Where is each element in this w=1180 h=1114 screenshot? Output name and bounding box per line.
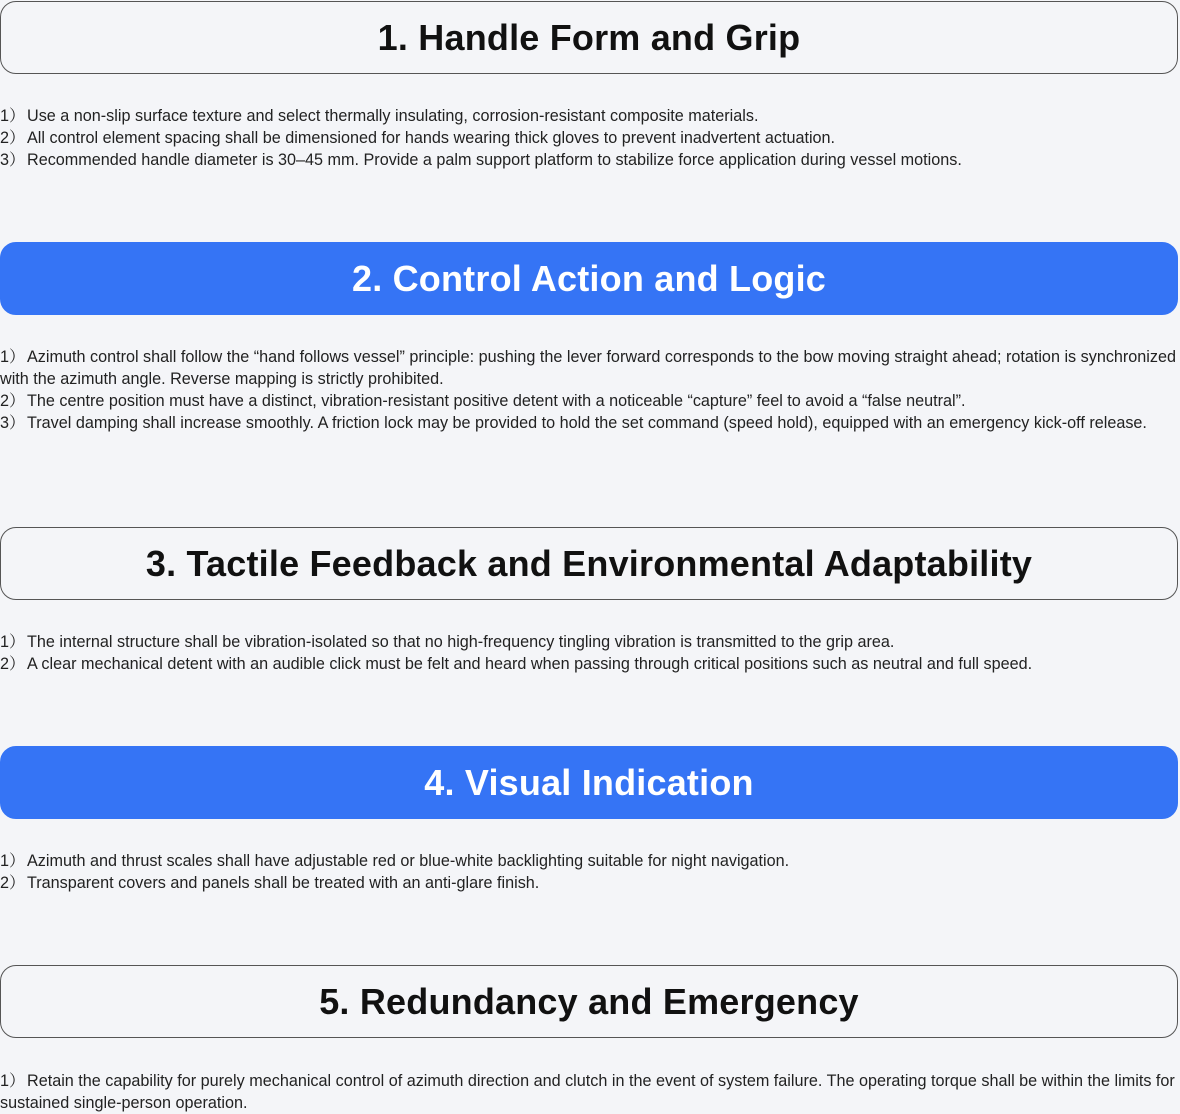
list-item — [0, 412, 1178, 434]
section-1-heading: 1. Handle Form and Grip — [0, 1, 1178, 74]
item-text: Recommended handle diameter is 30–45 mm. Provide a palm support platform to stabilize force application during vessel motions. — [27, 151, 962, 169]
list-item — [0, 653, 1178, 675]
item-number: 1） — [0, 348, 26, 366]
list-item — [0, 149, 1178, 171]
item-text: Use a non-slip surface texture and select thermally insulating, corrosion-resistant composite materials. — [27, 107, 759, 125]
item-number: 2） — [0, 655, 26, 673]
item-text: A clear mechanical detent with an audible click must be felt and heard when passing through critical positions such as neutral and full speed. — [27, 655, 1033, 673]
section-5-heading: 5. Redundancy and Emergency — [0, 965, 1178, 1038]
item-number: 2） — [0, 392, 26, 410]
item-text: The centre position must have a distinct, vibration-resistant positive detent with a noticeable “capture” feel to avoid a “false neutral”. — [27, 392, 966, 410]
item-number: 1） — [0, 107, 26, 125]
section-2-heading: 2. Control Action and Logic — [0, 242, 1178, 315]
list-item — [0, 872, 1178, 894]
item-number: 2） — [0, 129, 26, 147]
item-number: 1） — [0, 1072, 26, 1090]
item-number: 3） — [0, 414, 26, 432]
item-text: Travel damping shall increase smoothly. A friction lock may be provided to hold the set command (speed hold), equipped with an emergency kick-off release. — [27, 414, 1147, 432]
item-text: All control element spacing shall be dimensioned for hands wearing thick gloves to prevent inadvertent actuation. — [27, 129, 836, 147]
list-item — [0, 1070, 1178, 1114]
item-number: 2） — [0, 874, 26, 892]
item-text: Transparent covers and panels shall be treated with an anti-glare finish. — [27, 874, 540, 892]
list-item — [0, 105, 1178, 127]
section-3-heading: 3. Tactile Feedback and Environmental Adaptability — [0, 527, 1178, 600]
item-number: 3） — [0, 151, 26, 169]
list-item — [0, 127, 1178, 149]
section-4-heading: 4. Visual Indication — [0, 746, 1178, 819]
section-4-list — [0, 850, 1178, 894]
item-text: Azimuth and thrust scales shall have adjustable red or blue-white backlighting suitable for night navigation. — [27, 852, 790, 870]
item-text: The internal structure shall be vibration-isolated so that no high-frequency tingling vibration is transmitted to the grip area. — [27, 633, 895, 651]
item-text: Retain the capability for purely mechanical control of azimuth direction and clutch in the event of system failure. The operating torque shall be within the limits for sustained single-person operation. — [0, 1072, 1175, 1112]
section-1-list — [0, 105, 1178, 171]
item-text: Azimuth control shall follow the “hand follows vessel” principle: pushing the lever forward corresponds to the bow moving straight ahead; rotation is synchronized with the azimuth angle. Reverse mapping is strictly prohibited. — [0, 348, 1177, 388]
item-number: 1） — [0, 633, 26, 651]
section-3-list — [0, 631, 1178, 675]
list-item — [0, 390, 1178, 412]
section-2-list — [0, 346, 1178, 434]
list-item — [0, 631, 1178, 653]
section-5-list — [0, 1070, 1178, 1114]
item-number: 1） — [0, 852, 26, 870]
list-item — [0, 346, 1178, 390]
list-item — [0, 850, 1178, 872]
